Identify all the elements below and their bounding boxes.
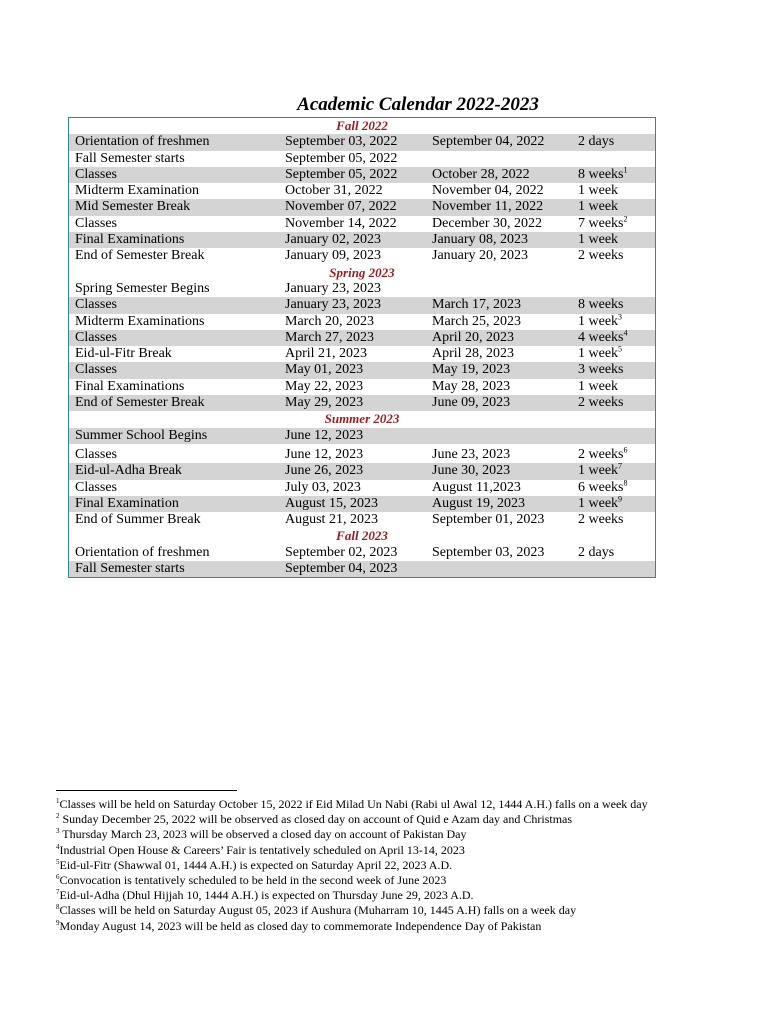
footnote <box>56 797 746 812</box>
footnote-number: 5 <box>56 857 60 866</box>
activity-cell: Summer School Begins <box>75 427 208 443</box>
duration-text: 2 days <box>578 134 615 150</box>
duration-text: 3 weeks <box>578 362 624 378</box>
calendar-row <box>69 281 655 297</box>
calendar-row <box>69 346 655 362</box>
duration-cell <box>578 183 618 199</box>
end-date-cell: August 19, 2023 <box>432 495 525 511</box>
duration-cell <box>578 346 622 362</box>
footnote-marker: 1 <box>623 165 628 175</box>
footnote-number: 1 <box>56 797 60 805</box>
calendar-row <box>69 151 655 167</box>
activity-cell: Classes <box>75 329 117 345</box>
start-date-cell: August 21, 2023 <box>285 512 378 528</box>
start-date-cell: January 23, 2023 <box>285 280 382 296</box>
duration-cell <box>578 496 622 512</box>
activity-cell: Mid Semester Break <box>75 199 191 215</box>
duration-text: 7 weeks <box>578 215 624 231</box>
footnote-number: 8 <box>56 903 60 912</box>
footnote-number: 7 <box>56 888 60 897</box>
activity-cell: Orientation of freshmen <box>75 134 210 150</box>
calendar-row <box>69 183 655 199</box>
activity-cell: End of Semester Break <box>75 395 205 411</box>
start-date-cell: September 04, 2023 <box>285 561 398 577</box>
activity-cell: Midterm Examination <box>75 183 200 199</box>
duration-text: 1 week <box>578 183 619 199</box>
footnote-number: 2 <box>56 812 60 821</box>
footnote-marker: 2 <box>623 214 628 224</box>
footnote <box>56 827 746 842</box>
start-date-cell: May 29, 2023 <box>285 395 364 411</box>
activity-cell: Orientation of freshmen <box>75 544 210 560</box>
footnote-text: Eid-ul-Fitr (Shawwal 01, 1444 A.H.) is expected on Saturday April 22, 2023 A.D. <box>59 857 453 872</box>
footnote-text: Thursday March 23, 2023 will be observed a closed day on account of Pakistan Day <box>59 827 467 842</box>
duration-text: 1 week <box>578 313 619 329</box>
section-header <box>69 265 655 281</box>
calendar-row <box>69 167 655 183</box>
calendar-row <box>69 447 655 463</box>
activity-cell: Classes <box>75 479 117 495</box>
duration-cell <box>578 134 614 150</box>
activity-cell: Eid-ul-Adha Break <box>75 463 182 479</box>
footnote-text: Convocation is tentatively scheduled to be held in the second week of June 2023 <box>59 873 447 888</box>
section-header <box>69 118 655 134</box>
duration-cell <box>578 379 618 395</box>
start-date-cell: June 26, 2023 <box>285 463 364 479</box>
start-date-cell: May 22, 2023 <box>285 378 364 394</box>
footnote-number: 9 <box>56 918 60 927</box>
duration-cell <box>578 297 624 313</box>
end-date-cell: June 30, 2023 <box>432 463 511 479</box>
duration-cell <box>578 395 624 411</box>
footnote <box>56 843 746 858</box>
calendar-row <box>69 395 655 411</box>
duration-cell <box>578 463 622 479</box>
duration-text: 4 weeks <box>578 329 624 345</box>
calendar-row <box>69 199 655 215</box>
activity-cell: Eid-ul-Fitr Break <box>75 346 172 362</box>
duration-cell <box>578 362 624 378</box>
footnote-text: Sunday December 25, 2022 will be observed as closed day on account of Quid e Azam day and Christmas <box>59 812 573 827</box>
activity-cell: Spring Semester Begins <box>75 280 210 296</box>
footnote-number: 6 <box>56 873 60 882</box>
end-date-cell: September 04, 2022 <box>432 134 545 150</box>
end-date-cell: September 03, 2023 <box>432 544 545 560</box>
end-date-cell: January 20, 2023 <box>432 248 529 264</box>
activity-cell: Classes <box>75 362 117 378</box>
calendar-row <box>69 232 655 248</box>
start-date-cell: August 15, 2023 <box>285 495 378 511</box>
activity-cell: End of Semester Break <box>75 248 205 264</box>
section-label: Spring 2023 <box>329 264 395 280</box>
duration-cell <box>578 311 623 330</box>
calendar-title: Academic Calendar 2022-2023 <box>297 94 539 115</box>
duration-text: 1 week <box>578 232 619 248</box>
footnote <box>56 903 746 918</box>
footnote-marker: 5 <box>618 344 623 354</box>
duration-cell <box>578 512 624 528</box>
end-date-cell: June 23, 2023 <box>432 446 511 462</box>
calendar-row <box>69 362 655 378</box>
footnote-marker: 4 <box>623 328 628 338</box>
end-date-cell: November 04, 2022 <box>432 183 544 199</box>
duration-cell <box>578 232 618 248</box>
end-date-cell: March 17, 2023 <box>432 297 522 313</box>
activity-cell: Final Examinations <box>75 378 185 394</box>
duration-text: 2 weeks <box>578 446 624 462</box>
footnote <box>56 888 746 903</box>
footnote <box>56 919 746 934</box>
end-date-cell: January 08, 2023 <box>432 232 529 248</box>
calendar-row <box>69 545 655 561</box>
duration-text: 1 week <box>578 346 619 362</box>
start-date-cell: September 02, 2023 <box>285 544 398 560</box>
start-date-cell: June 12, 2023 <box>285 427 364 443</box>
calendar-row <box>69 134 655 150</box>
footnote-marker: 6 <box>623 445 628 455</box>
calendar-row <box>69 561 655 577</box>
footnotes <box>56 797 746 934</box>
calendar-row <box>69 512 655 528</box>
activity-cell: Final Examination <box>75 495 179 511</box>
calendar-row <box>69 248 655 264</box>
duration-text: 1 week <box>578 495 619 511</box>
end-date-cell: March 25, 2023 <box>432 313 522 329</box>
activity-cell: Midterm Examinations <box>75 313 205 329</box>
duration-text: 2 weeks <box>578 395 624 411</box>
end-date-cell: April 28, 2023 <box>432 346 515 362</box>
activity-cell: End of Summer Break <box>75 512 201 528</box>
activity-cell: Fall Semester starts <box>75 561 185 577</box>
duration-text: 2 days <box>578 544 615 560</box>
footnote-number: 3 <box>56 827 60 836</box>
activity-cell: Classes <box>75 297 117 313</box>
footnote-marker: 9 <box>618 494 623 504</box>
section-label: Fall 2023 <box>336 528 388 544</box>
duration-cell <box>578 216 628 232</box>
footnote-marker: 3 <box>618 311 623 321</box>
end-date-cell: May 19, 2023 <box>432 362 511 378</box>
start-date-cell: November 14, 2022 <box>285 215 397 231</box>
start-date-cell: October 31, 2022 <box>285 183 383 199</box>
activity-cell: Classes <box>75 215 117 231</box>
footnote-text: Eid-ul-Adha (Dhul Hijjah 10, 1444 A.H.) is expected on Thursday June 29, 2023 A.D. <box>59 888 474 903</box>
end-date-cell: May 28, 2023 <box>432 378 511 394</box>
calendar-row <box>69 330 655 346</box>
activity-cell: Classes <box>75 166 117 182</box>
duration-cell <box>578 545 614 561</box>
duration-text: 2 weeks <box>578 248 624 264</box>
end-date-cell: August 11,2023 <box>432 479 521 495</box>
section-header <box>69 411 655 427</box>
activity-cell: Classes <box>75 446 117 462</box>
start-date-cell: June 12, 2023 <box>285 446 364 462</box>
section-label: Summer 2023 <box>324 411 400 427</box>
duration-text: 1 week <box>578 378 619 394</box>
footnote-text: Classes will be held on Saturday August 05, 2023 if Aushura (Muharram 10, 1445 A.H) falls on a week day <box>59 903 577 918</box>
end-date-cell: June 09, 2023 <box>432 395 511 411</box>
footnote <box>56 873 746 888</box>
start-date-cell: September 05, 2022 <box>285 166 398 182</box>
calendar-row <box>69 311 655 330</box>
footnote-marker: 7 <box>618 461 623 471</box>
start-date-cell: January 23, 2023 <box>285 297 382 313</box>
calendar-row <box>69 496 655 512</box>
duration-cell <box>578 199 618 215</box>
duration-cell <box>578 167 628 183</box>
duration-text: 2 weeks <box>578 512 624 528</box>
duration-text: 8 weeks <box>578 297 624 313</box>
duration-text: 1 week <box>578 199 619 215</box>
start-date-cell: January 02, 2023 <box>285 232 382 248</box>
footnote-number: 4 <box>56 842 60 851</box>
footnote-separator <box>56 790 237 791</box>
end-date-cell: April 20, 2023 <box>432 329 515 345</box>
footnote-marker: 8 <box>623 477 628 487</box>
duration-text: 8 weeks <box>578 166 624 182</box>
duration-text: 1 week <box>578 463 619 479</box>
calendar-row <box>69 216 655 232</box>
calendar-row <box>69 477 655 496</box>
footnote <box>56 812 746 827</box>
section-label: Fall 2022 <box>336 118 388 133</box>
end-date-cell: November 11, 2022 <box>432 199 544 215</box>
start-date-cell: March 20, 2023 <box>285 313 375 329</box>
footnote-text: Industrial Open House & Careers’ Fair is tentatively scheduled on April 13-14, 2023 <box>59 842 465 857</box>
section-header <box>69 528 655 544</box>
calendar-row <box>69 463 655 479</box>
start-date-cell: March 27, 2023 <box>285 329 375 345</box>
start-date-cell: July 03, 2023 <box>285 479 361 495</box>
duration-cell <box>578 248 624 264</box>
calendar-row <box>69 428 655 444</box>
activity-cell: Fall Semester starts <box>75 150 185 166</box>
start-date-cell: September 05, 2022 <box>285 150 398 166</box>
end-date-cell: September 01, 2023 <box>432 512 545 528</box>
footnote <box>56 858 746 873</box>
calendar-table <box>68 117 656 578</box>
start-date-cell: April 21, 2023 <box>285 346 368 362</box>
calendar-row <box>69 297 655 313</box>
start-date-cell: May 01, 2023 <box>285 362 364 378</box>
footnote-text: Monday August 14, 2023 will be held as closed day to commemorate Independence Day of Pakistan <box>59 918 542 933</box>
duration-text: 6 weeks <box>578 479 624 495</box>
end-date-cell: December 30, 2022 <box>432 215 543 231</box>
start-date-cell: January 09, 2023 <box>285 248 382 264</box>
start-date-cell: September 03, 2022 <box>285 134 398 150</box>
calendar-row <box>69 379 655 395</box>
activity-cell: Final Examinations <box>75 232 185 248</box>
end-date-cell: October 28, 2022 <box>432 166 530 182</box>
footnote-text: Classes will be held on Saturday October 15, 2022 if Eid Milad Un Nabi (Rabi ul Awal 12, 1444 A.H.) falls on a week day <box>59 797 648 811</box>
start-date-cell: November 07, 2022 <box>285 199 397 215</box>
